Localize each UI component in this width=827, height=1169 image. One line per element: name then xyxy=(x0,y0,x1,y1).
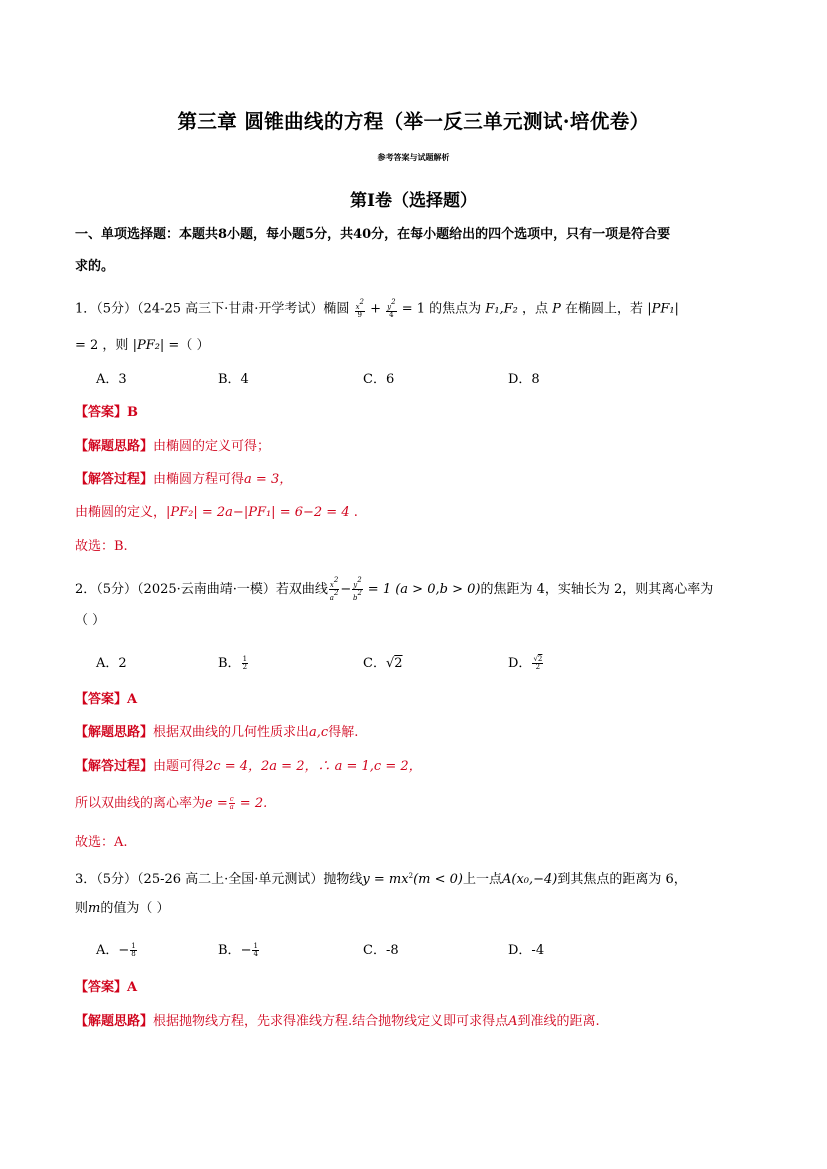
q2-e-frac: $\frac{c}{a}$ xyxy=(229,795,234,811)
q2-answer-value: A xyxy=(127,692,138,707)
q1-idea-tag: 【解题思路】 xyxy=(75,439,154,454)
q1-pf2: |PF₂| = xyxy=(132,338,180,353)
q1-proc-math: a = 3， xyxy=(244,472,293,487)
q3-idea-end: 到准线的距离. xyxy=(517,1014,600,1029)
page-subtitle: 参考答案与试题解析 xyxy=(377,152,450,162)
q3-answer xyxy=(75,979,137,997)
q1-pf1: |PF₁| xyxy=(647,301,679,317)
q1-frac-y: $\frac{y^2}{4}$ xyxy=(387,298,396,319)
q3-option-b-math: $\frac{1}{4}$ xyxy=(253,942,258,958)
q3-option-b: B．− $\frac{1}{4}$ xyxy=(218,942,258,958)
q1-def-math: |PF₂| = 2a−|PF₁| = 6−2 = 4 xyxy=(166,505,350,520)
q1-idea-text: 由椭圆的定义可得； xyxy=(153,439,271,454)
q2-frac-x: $\frac{x^2}{a^2}$ xyxy=(329,576,339,602)
q3-idea xyxy=(75,1013,600,1031)
q3-option-a-math: $\frac{1}{8}$ xyxy=(131,942,136,958)
q2-idea-end: 得解. xyxy=(328,725,359,740)
q1-frac-x: $\frac{x^2}{9}$ xyxy=(355,298,364,319)
q1-option-b: B．4 xyxy=(218,372,249,387)
q1-definition xyxy=(75,504,358,522)
q1-proc-text: 由椭圆方程可得 xyxy=(153,472,245,487)
q2-option-a: A．2 xyxy=(96,656,127,671)
q3-idea-text: 根据抛物线方程，先求得准线方程.结合抛物线定义即可求得点 xyxy=(153,1014,509,1029)
q2-option-d-math: $\frac{√2}{2}$ xyxy=(533,655,543,671)
q1-prefix: 1．（5分）（24-25 高三下·甘肃·开学考试）椭圆 xyxy=(75,301,354,317)
q3-line2-end: 的值为（ ） xyxy=(100,901,170,916)
q2-process xyxy=(75,758,422,776)
q3-line2: 则 xyxy=(75,901,89,916)
q2-stem-line1: 2．（5分）（2025·云南曲靖·一模）若双曲线 $\frac{x^2}{a^2}$ − $\frac{y^2}{b^2}$ = 1 (a > 0,b > 0)的焦距为 4，实轴长为 2，则其离心率为 xyxy=(75,576,714,602)
q1-mid2: ，点 xyxy=(517,301,553,317)
q1-option-d: D．8 xyxy=(508,372,540,387)
page-title: 第三章 圆锥曲线的方程（举一反三单元测试·培优卷） xyxy=(177,110,650,133)
q2-proc-math: 2c = 4，2a = 2，∴ a = 1,c = 2， xyxy=(205,759,422,774)
q1-choice: 故选：B. xyxy=(75,539,128,554)
q2-frac-y: $\frac{y^2}{b^2}$ xyxy=(352,576,362,602)
q3-option-a: A．− $\frac{1}{8}$ xyxy=(96,942,136,958)
q2-idea xyxy=(75,724,358,742)
q3-option-d: D．-4 xyxy=(508,943,545,958)
q1-proc-tag: 【解答过程】 xyxy=(75,472,154,487)
q2-suffix: 的焦距为 4，实轴长为 2，则其离心率为 xyxy=(480,582,714,597)
q2-e-end: = 2. xyxy=(235,796,268,811)
q1-answer-value: B xyxy=(127,405,139,420)
q3-suffix: 到其焦点的距离为 6， xyxy=(557,872,687,887)
q3-cond: (m < 0) xyxy=(413,872,463,887)
q2-eccentricity xyxy=(75,795,267,813)
q2-idea-tag: 【解题思路】 xyxy=(75,725,154,740)
q2-choice: 故选：A. xyxy=(75,835,128,850)
q2-proc-text: 由题可得 xyxy=(153,759,206,774)
q2-option-d xyxy=(508,655,544,673)
q3-prefix: 3．（5分）（25-26 高二上·全国·单元测试）抛物线 xyxy=(75,872,363,887)
q2-answer xyxy=(75,691,137,709)
q3-eq: y = mx xyxy=(362,872,409,887)
section-heading-line2: 求的。 xyxy=(75,259,115,274)
section-heading-line1: 一、单项选择题：本题共8小题，每小题5分，共40分，在每小题给出的四个选项中，只有一项是符合要 xyxy=(75,227,671,242)
q1-line2: = 2 ，则 xyxy=(75,338,133,353)
q2-cond: = 1 (a > 0,b > 0) xyxy=(363,582,481,597)
q1-option-c: C．6 xyxy=(363,372,395,387)
q3-point: A(x₀,−4) xyxy=(501,872,558,887)
q1-answer xyxy=(75,404,138,422)
q2-prefix: 2．（5分）（2025·云南曲靖·一模）若双曲线 xyxy=(75,582,328,597)
q1-foci: F₁,F₂ xyxy=(485,301,518,317)
q1-idea xyxy=(75,438,270,456)
q2-proc-tag: 【解答过程】 xyxy=(75,759,154,774)
q1-process xyxy=(75,471,292,489)
q3-m: m xyxy=(88,901,101,916)
q2-e-text: 所以双曲线的离心率为 xyxy=(75,796,206,811)
q1-def-text: 由椭圆的定义， xyxy=(75,505,167,520)
volume-heading: 第Ⅰ卷（选择题） xyxy=(350,191,477,211)
q3-idea-math: A xyxy=(508,1014,518,1029)
q1-bracket: （ ） xyxy=(179,338,210,353)
q3-answer-tag: 【答案】 xyxy=(75,980,128,995)
q2-answer-tag: 【答案】 xyxy=(75,692,128,707)
q2-option-d-label: D． xyxy=(508,656,532,671)
q3-option-c: C．-8 xyxy=(363,943,399,958)
q1-stem-line1: 1．（5分）（24-25 高三下·甘肃·开学考试）椭圆 $\frac{x^2}{9}$ + $\frac{y^2}{4}$ = 1 的焦点为 F₁,F₂ ，点 P 在椭圆上，若 |PF₁| xyxy=(75,298,679,319)
q2-option-c xyxy=(363,655,403,673)
q1-mid3: 在椭圆上，若 xyxy=(560,301,648,317)
q1-answer-tag: 【答案】 xyxy=(75,405,128,420)
q3-idea-tag: 【解题思路】 xyxy=(75,1014,154,1029)
q2-bracket: （ ） xyxy=(75,613,106,628)
q1-mid: 的焦点为 xyxy=(425,301,486,317)
q2-idea-text: 根据双曲线的几何性质求出 xyxy=(153,725,310,740)
q2-option-b-label: B． xyxy=(218,656,241,671)
q1-def-end: . xyxy=(349,505,358,520)
q3-stem-line2 xyxy=(75,900,169,918)
q3-option-b-label: B． xyxy=(218,943,241,958)
q2-option-b-math: $\frac{1}{2}$ xyxy=(242,655,248,671)
q2-option-c-label: C． xyxy=(363,656,386,671)
q2-idea-math: a,c xyxy=(309,725,329,740)
q3-answer-value: A xyxy=(127,980,138,995)
q2-option-b xyxy=(218,655,249,673)
q3-mid: 上一点 xyxy=(462,872,502,887)
q2-option-c-math: √2 xyxy=(385,656,403,671)
q1-p: P xyxy=(552,301,561,317)
q1-stem-line2 xyxy=(75,337,209,355)
q2-e-math: e = xyxy=(205,796,228,811)
q3-option-a-label: A． xyxy=(96,943,119,958)
q3-stem-line1: 3．（5分）（25-26 高二上·全国·单元测试）抛物线$y = mx^2(m < 0)$上一点A(x₀,−4)到其焦点的距离为 6， xyxy=(75,872,687,887)
q1-option-a: A．3 xyxy=(96,372,127,387)
